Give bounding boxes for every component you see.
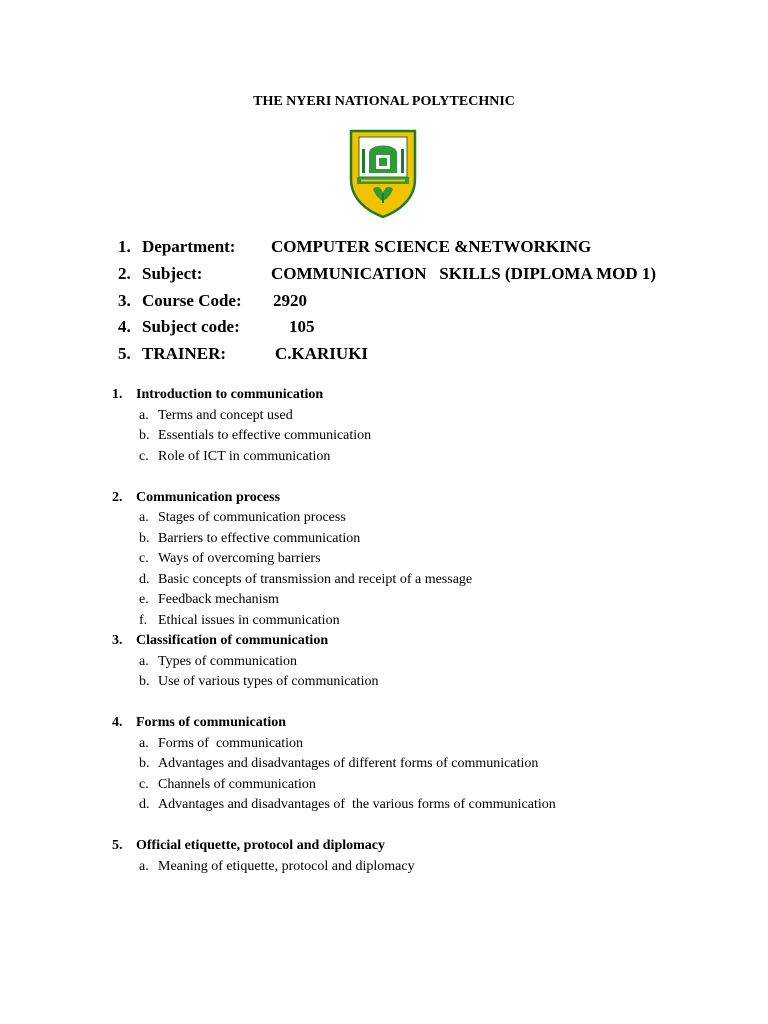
section-title: Forms of communication bbox=[136, 715, 287, 730]
item-letter: f. bbox=[139, 612, 148, 628]
list-item bbox=[112, 406, 752, 427]
section-heading bbox=[112, 631, 752, 652]
outline-section bbox=[112, 631, 752, 693]
course-outline bbox=[112, 385, 752, 877]
item-letter: c. bbox=[139, 551, 149, 566]
section-number: 2. bbox=[112, 489, 123, 505]
list-item bbox=[112, 570, 752, 591]
detail-label: Course Code: bbox=[142, 290, 242, 310]
item-letter: e. bbox=[139, 592, 149, 607]
list-item bbox=[112, 447, 752, 468]
detail-label: Subject: bbox=[142, 263, 203, 283]
item-text: Channels of communication bbox=[158, 776, 316, 792]
list-item bbox=[112, 508, 752, 529]
detail-number: 3. bbox=[118, 290, 131, 310]
outline-section bbox=[112, 488, 752, 632]
item-letter: a. bbox=[139, 735, 149, 751]
item-text: Ethical issues in communication bbox=[158, 612, 340, 628]
detail-row-subject bbox=[118, 263, 758, 290]
section-title: Classification of communication bbox=[136, 633, 329, 648]
detail-value: COMPUTER SCIENCE &NETWORKING bbox=[271, 237, 592, 256]
list-item bbox=[112, 426, 752, 447]
item-letter: d. bbox=[139, 571, 150, 587]
item-letter: a. bbox=[139, 653, 149, 669]
section-title: Communication process bbox=[136, 489, 281, 505]
list-item bbox=[112, 549, 752, 570]
item-text: Role of ICT in communication bbox=[158, 448, 331, 464]
section-title: Introduction to communication bbox=[136, 387, 324, 402]
section-heading bbox=[112, 488, 752, 509]
item-text: Barriers to effective communication bbox=[158, 530, 361, 546]
course-details bbox=[118, 236, 758, 370]
detail-row-department bbox=[118, 236, 758, 263]
detail-number: 4. bbox=[118, 317, 131, 337]
item-letter: b. bbox=[139, 530, 150, 546]
list-item bbox=[112, 652, 752, 673]
detail-value: 2920 bbox=[273, 290, 307, 310]
polytechnic-crest-icon bbox=[347, 127, 419, 219]
item-letter: a. bbox=[139, 407, 149, 423]
detail-value: 105 bbox=[289, 317, 315, 337]
detail-value: C.KARIUKI bbox=[275, 344, 369, 364]
section-number: 4. bbox=[112, 715, 123, 730]
list-item bbox=[112, 754, 752, 775]
item-text: Terms and concept used bbox=[158, 407, 293, 423]
item-text: Feedback mechanism bbox=[158, 592, 279, 607]
item-text: Stages of communication process bbox=[158, 510, 346, 525]
list-item bbox=[112, 795, 752, 816]
section-number: 3. bbox=[112, 633, 123, 648]
detail-value: COMMUNICATION SKILLS (DIPLOMA MOD 1) bbox=[271, 263, 657, 283]
section-number: 1. bbox=[112, 387, 123, 402]
item-text: Forms of communication bbox=[158, 735, 304, 751]
list-item bbox=[112, 734, 752, 755]
outline-section bbox=[112, 713, 752, 816]
list-item bbox=[112, 590, 752, 611]
list-item bbox=[112, 775, 752, 796]
item-text: Basic concepts of transmission and receipt of a message bbox=[158, 571, 473, 587]
detail-row-course-code bbox=[118, 290, 758, 317]
item-text: Advantages and disadvantages of the various forms of communication bbox=[158, 797, 556, 812]
item-text: Advantages and disadvantages of different forms of communication bbox=[158, 756, 539, 771]
outline-section bbox=[112, 836, 752, 877]
item-letter: b. bbox=[139, 674, 150, 689]
institution-title: THE NYERI NATIONAL POLYTECHNIC bbox=[253, 94, 515, 109]
section-heading bbox=[112, 385, 752, 406]
item-text: Ways of overcoming barriers bbox=[158, 551, 321, 566]
section-heading bbox=[112, 713, 752, 734]
detail-number: 5. bbox=[118, 344, 131, 364]
item-text: Types of communication bbox=[158, 653, 297, 669]
section-number: 5. bbox=[112, 838, 123, 853]
list-item bbox=[112, 672, 752, 693]
detail-label: Subject code: bbox=[142, 317, 240, 337]
list-item bbox=[112, 857, 752, 878]
outline-section bbox=[112, 385, 752, 467]
section-heading bbox=[112, 836, 752, 857]
detail-number: 2. bbox=[118, 263, 131, 283]
item-letter: d. bbox=[139, 797, 150, 812]
section-title: Official etiquette, protocol and diplomacy bbox=[136, 838, 385, 853]
item-letter: c. bbox=[139, 776, 149, 792]
detail-label: Department: bbox=[142, 237, 236, 256]
list-item bbox=[112, 529, 752, 550]
item-text: Essentials to effective communication bbox=[158, 428, 372, 443]
item-letter: a. bbox=[139, 858, 149, 874]
detail-number: 1. bbox=[118, 237, 131, 256]
item-letter: a. bbox=[139, 510, 149, 525]
item-letter: b. bbox=[139, 756, 150, 771]
item-letter: c. bbox=[139, 448, 149, 464]
item-text: Use of various types of communication bbox=[158, 674, 379, 689]
list-item bbox=[112, 611, 752, 632]
detail-row-trainer bbox=[118, 343, 758, 370]
detail-row-subject-code bbox=[118, 316, 758, 343]
item-text: Meaning of etiquette, protocol and diplomacy bbox=[158, 858, 415, 874]
item-letter: b. bbox=[139, 428, 150, 443]
detail-label: TRAINER: bbox=[142, 344, 227, 364]
